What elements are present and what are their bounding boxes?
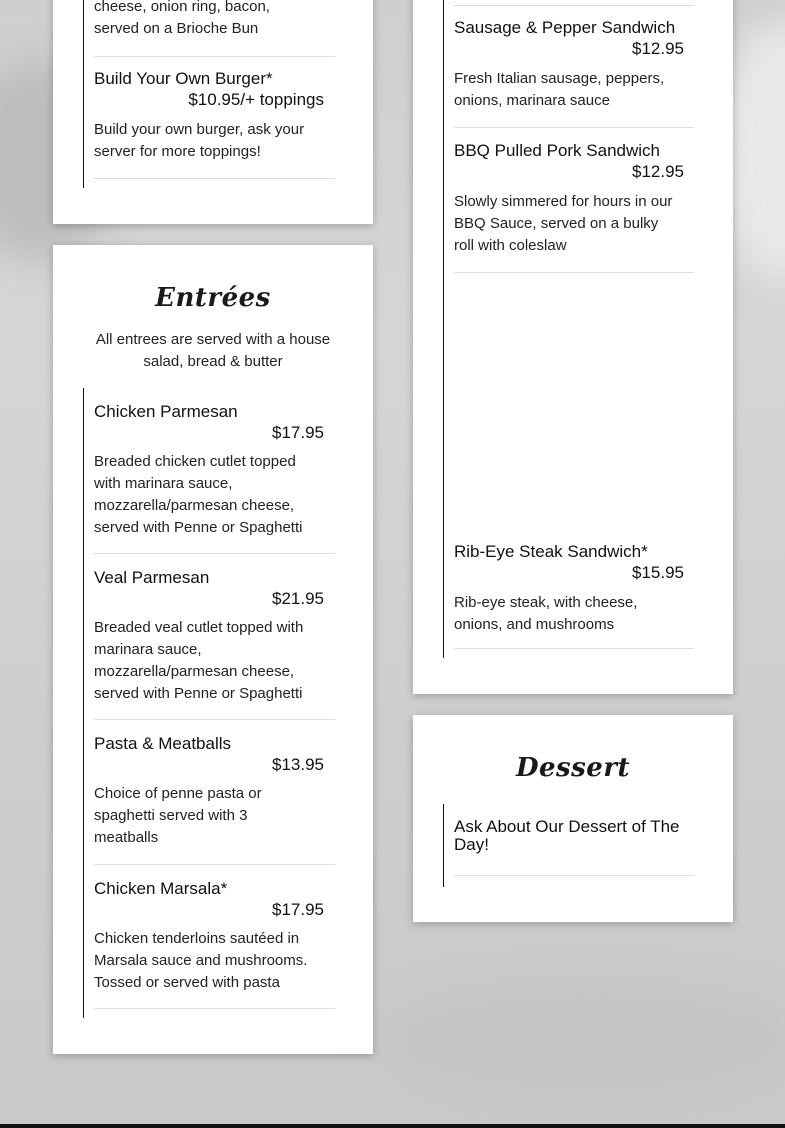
item-name: BBQ Pulled Pork Sandwich	[454, 141, 660, 160]
menu-item	[94, 0, 335, 57]
menu-item	[94, 865, 335, 1009]
menu-item	[454, 6, 694, 128]
menu-item	[94, 57, 335, 179]
item-description: Chicken tenderloins sautéed in Marsala sauce and mushrooms. Tossed or served with pasta	[94, 930, 308, 991]
section-title: Entrées	[155, 283, 271, 313]
item-price: $17.95	[272, 423, 324, 442]
item-description: Build your own burger, ask your server for more toppings!	[94, 121, 305, 160]
item-description: Slowly simmered for hours in our BBQ Sauce, served on a bulky roll with coleslaw	[454, 193, 673, 254]
item-name: Chicken Parmesan	[94, 402, 238, 421]
item-name: Build Your Own Burger*	[94, 69, 273, 88]
dessert-list	[443, 804, 694, 887]
item-name: Chicken Marsala*	[94, 879, 228, 898]
item-price: $13.95	[272, 755, 324, 774]
section-note: All entrees are served with a house salad, bread & butter	[95, 331, 331, 370]
item-name: Rib-Eye Steak Sandwich*	[454, 542, 648, 561]
item-price: $12.95	[632, 162, 684, 181]
item-name: Veal Parmesan	[94, 568, 210, 587]
sandwiches-list	[443, 0, 694, 658]
item-description: Breaded veal cutlet topped with marinara sauce, mozzarella/parmesan cheese, served with Penne or Spaghetti	[94, 619, 304, 702]
footer-bar	[0, 1124, 785, 1128]
menu-item	[454, 804, 694, 876]
item-description: cheese, onion ring, bacon, served on a Brioche Bun	[94, 0, 270, 37]
item-price: $15.95	[632, 563, 684, 582]
burgers-card	[53, 0, 373, 224]
entrees-card	[53, 245, 373, 1054]
item-price: $10.95/+ toppings	[188, 90, 324, 109]
item-name: Pasta & Meatballs	[94, 734, 232, 753]
item-price: $21.95	[272, 589, 324, 608]
menu-item	[94, 554, 335, 720]
item-description: Choice of penne pasta or spaghetti served with 3 meatballs	[94, 785, 262, 846]
dessert-card	[413, 715, 733, 922]
menu-item	[94, 720, 335, 865]
entrees-list	[83, 388, 335, 1018]
item-price: $17.95	[272, 900, 324, 919]
sandwiches-card	[413, 0, 733, 694]
background-blotch	[380, 980, 785, 1100]
menu-item	[454, 538, 694, 649]
item-description: Fresh Italian sausage, peppers, onions, marinara sauce	[454, 70, 665, 109]
menu-item	[454, 128, 694, 273]
burgers-list	[83, 0, 335, 188]
menu-item	[94, 388, 335, 554]
item-description: Rib-eye steak, with cheese, onions, and mushrooms	[454, 594, 638, 633]
item-price: $12.95	[632, 39, 684, 58]
item-description: Breaded chicken cutlet topped with marinara sauce, mozzarella/parmesan cheese, served with Penne or Spaghetti	[94, 453, 303, 536]
item-name: Sausage & Pepper Sandwich	[454, 18, 676, 37]
section-title: Dessert	[515, 753, 631, 783]
item-name: Ask About Our Dessert of The Day!	[454, 817, 680, 854]
